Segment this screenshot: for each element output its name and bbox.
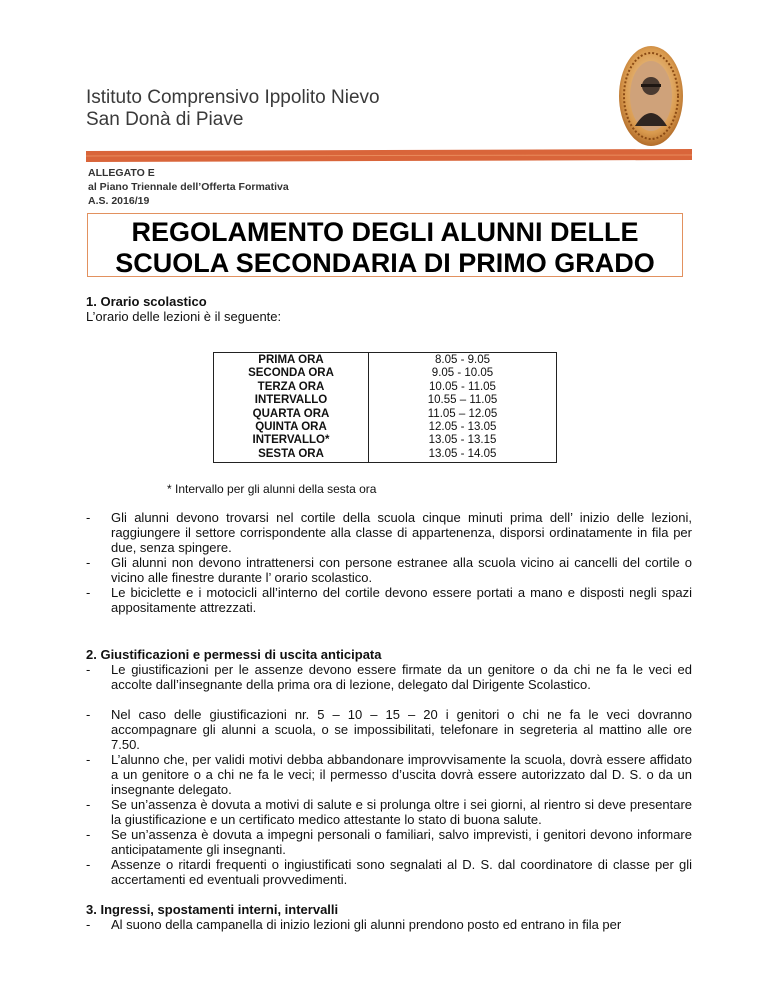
list-item: - Al suono della campanella di inizio lezioni gli alunni prendono posto ed entrano in fila per: [86, 917, 692, 932]
schedule-time: 12.05 - 13.05: [428, 421, 497, 434]
list-item-text: Assenze o ritardi frequenti o ingiustificati sono segnalati al D. S. dal coordinatore di classe per gli accertamenti ed eventuali provvedimenti.: [111, 857, 692, 887]
schedule-label: TERZA ORA: [257, 380, 325, 393]
schedule-label: QUINTA ORA: [255, 421, 327, 434]
list-item-text: L’alunno che, per validi motivi debba abbandonare improvvisamente la scuola, dovrà essere affidato a un genitore o a chi ne fa le veci; il permesso d’uscita dovrà essere autorizzato dal D. S. o da un insegnante delegato.: [111, 752, 692, 797]
section1-intro: L’orario delle lezioni è il seguente:: [86, 309, 282, 324]
list-item: - Le giustificazioni per le assenze devono essere firmate da un genitore o da chi ne fa le veci ed accolte dall’insegnante della prima ora di lezione, delegato dal Dirigente Scolastico.: [86, 662, 692, 692]
list-item: - L’alunno che, per validi motivi debba abbandonare improvvisamente la scuola, dovrà essere affidato a un genitore o a chi ne fa le veci; il permesso d’uscita dovrà essere autorizzato dal D. S. o da un insegnante delegato.: [86, 752, 692, 797]
schedule-time: 9.05 - 10.05: [431, 367, 494, 380]
schedule-time: 10.55 – 11.05: [427, 394, 498, 407]
schedule-time: 11.05 – 12.05: [427, 407, 498, 420]
schedule-time: 13.05 - 14.05: [428, 447, 497, 460]
list-item: - Se un’assenza è dovuta a motivi di salute e si prolunga oltre i sei giorni, al rientro si deve presentare la giustificazione e un certificato medico attestante lo stato di buona salute.: [86, 797, 692, 827]
school-name-line1: Istituto Comprensivo Ippolito Nievo: [86, 87, 380, 108]
schedule-time: 13.05 - 13.15: [428, 434, 497, 447]
list-item: - Se un’assenza è dovuta a impegni personali o familiari, salvo imprevisti, i genitori devono informare anticipatamente gli insegnanti.: [86, 827, 692, 857]
document-title-line1: REGOLAMENTO DEGLI ALUNNI DELLE: [131, 217, 639, 247]
list-item-text: Gli alunni non devono intrattenersi con persone estranee alla scuola vicino ai cancelli del cortile o vicino alle finestre durante l’ orario scolastico.: [111, 555, 692, 585]
list-item-text: Le giustificazioni per le assenze devono essere firmate da un genitore o da chi ne fa le veci ed accolte dall’insegnante della prima ora di lezione, delegato dal Dirigente Scolastico.: [111, 662, 692, 692]
section1-heading: 1. Orario scolastico: [86, 294, 207, 309]
table-row: [214, 353, 557, 463]
list-item: - Gli alunni non devono intrattenersi con persone estranee alla scuola vicino ai cancelli del cortile o vicino alle finestre durante l’ orario scolastico.: [86, 555, 692, 585]
list-item-text: Gli alunni devono trovarsi nel cortile della scuola cinque minuti prima dell’ inizio delle lezioni, raggiungere il settore corrispondente alla classe di appartenenza, disporsi ordinatamente in fila per due, senza spingere.: [111, 510, 692, 555]
document-title-line2: SCUOLA SECONDARIA DI PRIMO GRADO: [115, 248, 655, 278]
schedule-time: 8.05 - 9.05: [435, 354, 490, 366]
section3-heading: 3. Ingressi, spostamenti interni, intervalli: [86, 902, 339, 917]
list-item-text: Se un’assenza è dovuta a motivi di salute e si prolunga oltre i sei giorni, al rientro si deve presentare la giustificazione e un certificato medico attestante lo stato di buona salute.: [111, 797, 692, 827]
school-seal-logo: [618, 44, 684, 148]
schedule-label: INTERVALLO*: [252, 434, 330, 447]
schedule-label: INTERVALLO: [254, 394, 328, 407]
list-item-text: Nel caso delle giustificazioni nr. 5 – 10 – 15 – 20 i genitori o chi ne fa le veci dovranno accompagnare gli alunni a scuola, o se impossibilitati, telefonare in segreteria al mattino alle ore 7.50.: [111, 707, 692, 752]
schedule-label: SESTA ORA: [258, 447, 324, 460]
schedule-labels-cell: [214, 353, 369, 463]
section2-heading: 2. Giustificazioni e permessi di uscita anticipata: [86, 647, 382, 662]
schedule-table: [213, 352, 557, 463]
allegato-line2: al Piano Triennale dell’Offerta Formativa: [88, 181, 289, 193]
list-item-text: Le biciclette e i motocicli all’interno del cortile devono essere portati a mano e disposti negli spazi appositamente attrezzati.: [111, 585, 692, 615]
schedule-label: SECONDA ORA: [248, 367, 334, 380]
document-title: [87, 213, 683, 277]
allegato-line1: ALLEGATO E: [88, 167, 155, 179]
school-name: [86, 87, 380, 131]
schedule-times-cell: [369, 353, 557, 463]
list-item-text: Se un’assenza è dovuta a impegni personali o familiari, salvo imprevisti, i genitori devono informare anticipatamente gli insegnanti.: [111, 827, 692, 857]
list-item: - Gli alunni devono trovarsi nel cortile della scuola cinque minuti prima dell’ inizio delle lezioni, raggiungere il settore corrispondente alla classe di appartenenza, disporsi ordinatamente in fila per due, senza spingere.: [86, 510, 692, 555]
header-decorative-band: [86, 149, 692, 162]
school-name-line2: San Donà di Piave: [86, 109, 244, 130]
schedule-time: 10.05 - 11.05: [429, 380, 496, 393]
list-item: - Le biciclette e i motocicli all’interno del cortile devono essere portati a mano e disposti negli spazi appositamente attrezzati.: [86, 585, 692, 615]
schedule-label: PRIMA ORA: [258, 354, 324, 366]
schedule-note: * Intervallo per gli alunni della sesta ora: [167, 482, 377, 496]
list-item: - Assenze o ritardi frequenti o ingiustificati sono segnalati al D. S. dal coordinatore di classe per gli accertamenti ed eventuali provvedimenti.: [86, 857, 692, 887]
list-item-text: Al suono della campanella di inizio lezioni gli alunni prendono posto ed entrano in fila per: [111, 917, 622, 932]
schedule-label: QUARTA ORA: [252, 407, 330, 420]
allegato-line3: A.S. 2016/19: [88, 195, 150, 207]
list-item: - Nel caso delle giustificazioni nr. 5 – 10 – 15 – 20 i genitori o chi ne fa le veci dovranno accompagnare gli alunni a scuola, o se impossibilitati, telefonare in segreteria al mattino alle ore 7.50.: [86, 707, 692, 752]
allegato-block: [88, 166, 289, 208]
